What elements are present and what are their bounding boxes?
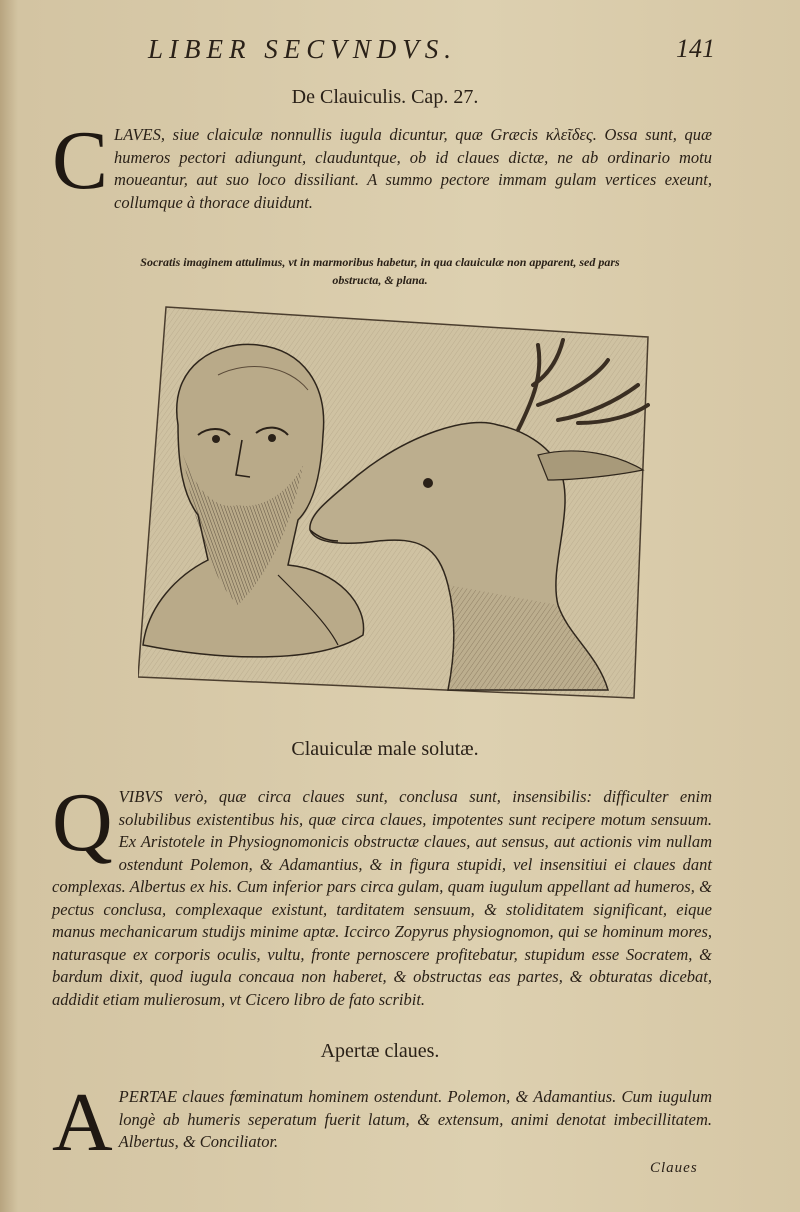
section-heading: Apertæ claues. <box>320 1040 440 1062</box>
drop-cap-c: C <box>52 114 109 207</box>
drop-cap-q: Q <box>52 776 113 869</box>
paragraph-apertae <box>52 1076 712 1169</box>
paragraph-text: VIBVS verò, quæ circa claues sunt, conclusa sunt, insensibilis: difficulter enim solubilibus existentibus his, quæ circa claues, impotentes sunt recipere motum sensuum. Ex Aristotele in Physiognomonicis obstructæ claues, aut sensus, aut actionis vim nullam ostendunt Polemon, & Adamantius, & in figura stupidi, vel insensitiui ei claues dant complexas. Albertus ex his. Cum inferior pars circa gulam, quam iugulum appellant ad humeros, & pectus conclusa, complexaque existunt, tarditatem sensuum, & stoliditatem significant, eique manus mechanicarum studijs minime aptæ. Iccirco Zopyrus physiognomon, qui se hominum mores, naturasque ex corporis oculis, vultu, fronte pernoscere profitebatur, stupidum esse Socratem, & bardum dixit, quod iugula concaua non haberet, & obstructas eas partes, & obturatas dicebat, addidit etiam mulierosum, vt Cicero libro de fato scribit. <box>52 787 712 1009</box>
paragraph-claues <box>52 114 712 232</box>
image-note: Socratis imaginem attulimus, vt in marmoribus habetur, in qua clauiculæ non apparent, sed pars obstructa, & plana. <box>140 255 620 287</box>
chapter-title: De Clauiculis. Cap. 27. <box>291 86 479 108</box>
paragraph-text: PERTAE claues fœminatum hominem ostendunt. Polemon, & Adamantius. Cum iugulum longè ab humeris seperatum fuerit latum, & extensum, animi denotat imbecillitatem. Albertus, & Conciliator. <box>118 1087 712 1151</box>
running-head: LIBER SECVNDVS. <box>148 34 457 64</box>
catchword: Claues <box>650 1160 698 1176</box>
figure-caption: Clauiculæ male solutæ. <box>291 738 479 760</box>
engraving-socrates-and-stag <box>138 305 650 700</box>
page-number: 141 <box>676 34 715 63</box>
paragraph-quibus <box>52 776 712 1026</box>
paragraph-text: LAVES, siue claiculæ nonnullis iugula dicuntur, quæ Græcis κλεῖδες. Ossa sunt, quæ humeros pectori adiungunt, clauduntque, ob id claues dictæ, ne ab ordinario motu moueantur, aut suo loco dissiliant. A summo pectore immam gulam vertices exeunt, collumque à thorace diuidunt. <box>114 125 712 212</box>
drop-cap-a: A <box>52 1076 113 1169</box>
engraving-illustration <box>138 305 650 700</box>
